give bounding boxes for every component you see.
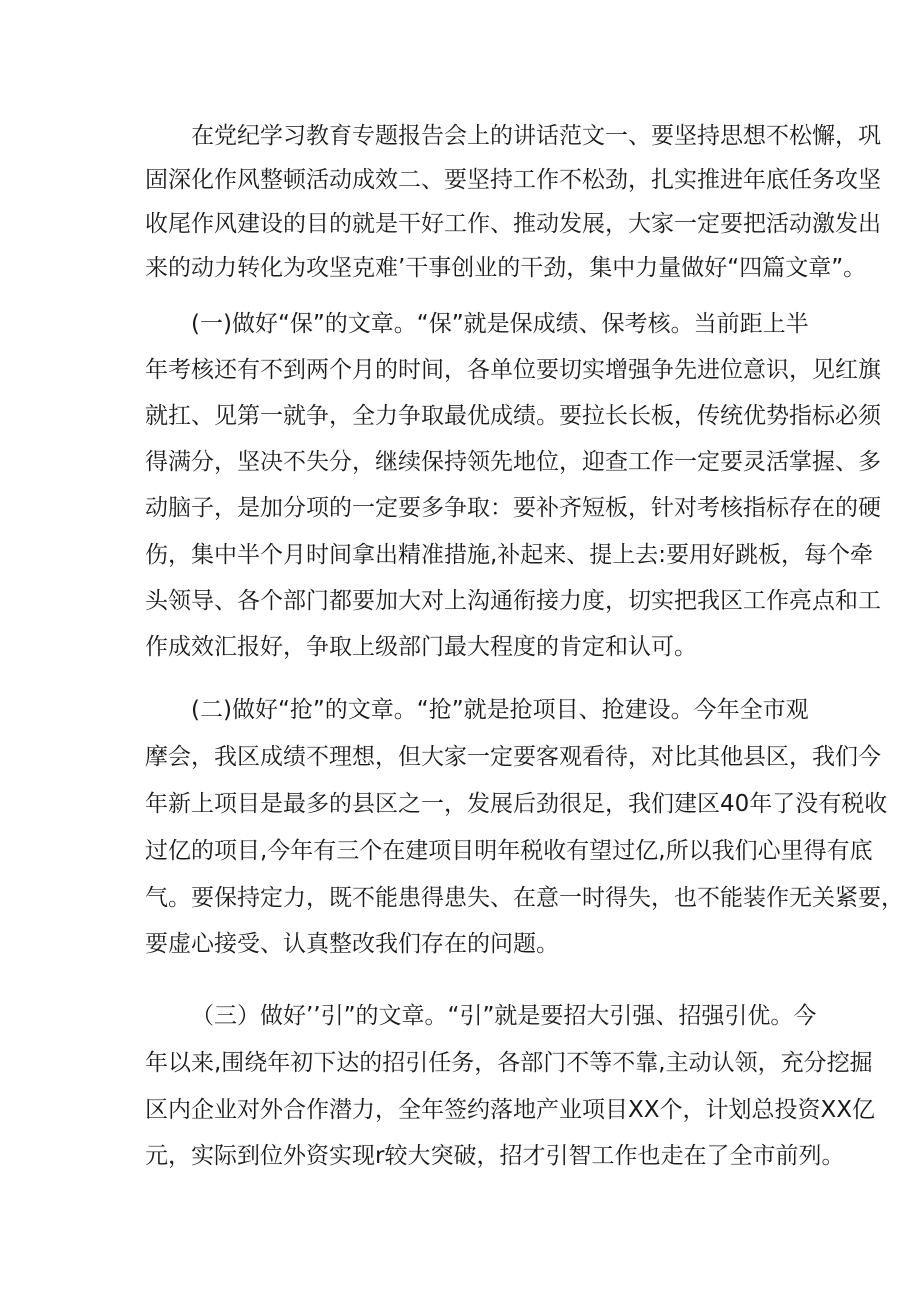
paragraph-intro-line-4: 来的动力转化为攻坚克难’干事创业的干劲，集中力量做好“四篇文章”。	[145, 255, 867, 281]
paragraph-section2-line-3: 年新上项目是最多的县区之一，发展后劲很足，我们建区40年了没有税收	[145, 791, 888, 817]
paragraph-section1-line-2: 年考核还有不到两个月的时间，各单位要切实增强争先进位意识，见红旗	[145, 357, 881, 383]
paragraph-section1-line-7: 头领导、各个部门都要加大对上沟通衔接力度，切实把我区工作亮点和工	[145, 588, 881, 614]
paragraph-intro-line-3: 收尾作风建设的目的就是干好工作、推动发展，大家一定要把活动激发出	[145, 211, 881, 237]
paragraph-section1-line-6: 伤，集中半个月时间拿出精准措施,补起来、提上去:要用好跳板，每个牵	[145, 542, 874, 568]
paragraph-intro-line-2: 固深化作风整顿活动成效二、要坚持工作不松劲，扎实推进年底任务攻坚	[145, 167, 881, 193]
paragraph-section2-line-6: 要虚心接受、认真整改我们存在的问题。	[145, 931, 559, 957]
paragraph-section2-line-2: 摩会，我区成绩不理想，但大家一定要客观看待，对比其他县区，我们今	[145, 744, 881, 770]
paragraph-section3-line-4: 元，实际到位外资实现r较大突破，招才引智工作也走在了全市前列。	[145, 1143, 845, 1169]
paragraph-section3-line-1: （三）做好’’引”的文章。“引”就是要招大引强、招强引优。今	[191, 1003, 817, 1029]
paragraph-section2-line-1: (二)做好“抢”的文章。“抢”就是抢项目、抢建设。今年全市观	[191, 697, 809, 723]
paragraph-section3-line-3: 区内企业对外合作潜力，全年签约落地产业项目XX个，计划总投资XX亿	[145, 1097, 876, 1123]
paragraph-section1-line-3: 就扛、见第一就争，全力争取最优成绩。要拉长长板，传统优势指标必须	[145, 403, 881, 429]
paragraph-section3-line-2: 年以来,围绕年初下达的招引任务，各部门不等不靠,主动认领，充分挖掘	[145, 1050, 873, 1076]
paragraph-intro-line-1: 在党纪学习教育专题报告会上的讲话范文一、要坚持思想不松懈，巩	[191, 123, 881, 149]
paragraph-section1-line-1: (一)做好“保”的文章。“保”就是保成绩、保考核。当前距上半	[191, 311, 809, 337]
paragraph-section1-line-4: 得满分，坚决不失分，继续保持领先地位，迎查工作一定要灵活掌握、多	[145, 449, 881, 475]
paragraph-section1-line-5: 动脑子，是加分项的一定要多争取：要补齐短板，针对考核指标存在的硬	[145, 495, 881, 521]
paragraph-section2-line-5: 气。要保持定力，既不能患得患失、在意一时得失，也不能装作无关紧要，	[145, 885, 904, 911]
paragraph-section2-line-4: 过亿的项目,今年有三个在建项目明年税收有望过亿,所以我们心里得有底	[145, 838, 873, 864]
paragraph-section1-line-8: 作成效汇报好，争取上级部门最大程度的肯定和认可。	[145, 634, 697, 660]
